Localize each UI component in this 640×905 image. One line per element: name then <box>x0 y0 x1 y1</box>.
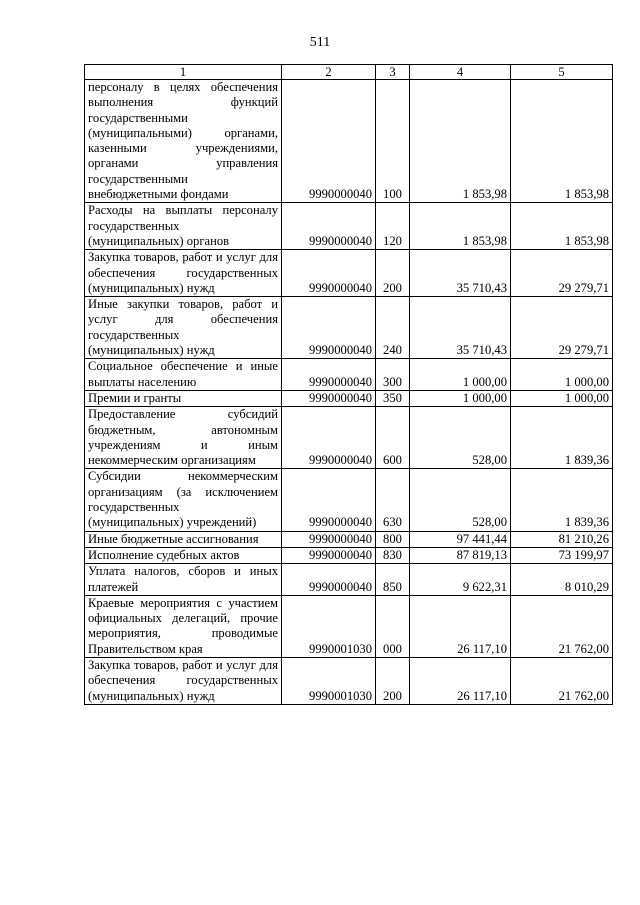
row-expense-type: 830 <box>376 547 410 563</box>
row-value-2: 1 853,98 <box>511 203 613 250</box>
row-value-1: 1 000,00 <box>410 359 511 391</box>
table-row <box>85 359 613 391</box>
row-value-2: 29 279,71 <box>511 250 613 297</box>
row-value-1: 35 710,43 <box>410 297 511 359</box>
row-value-2: 73 199,97 <box>511 547 613 563</box>
header-col-4: 4 <box>410 65 511 80</box>
row-code: 9990000040 <box>282 407 376 469</box>
row-expense-type: 850 <box>376 564 410 596</box>
row-name: Закупка товаров, работ и услуг для обеспечения государственных (муниципальных) нужд <box>85 250 282 297</box>
table-row <box>85 297 613 359</box>
row-name: Исполнение судебных актов <box>85 547 282 563</box>
row-value-2: 29 279,71 <box>511 297 613 359</box>
row-expense-type: 200 <box>376 657 410 704</box>
table-row <box>85 547 613 563</box>
row-name: Предоставление субсидий бюджетным, автономным учреждениям и иным некоммерческим организациям <box>85 407 282 469</box>
row-expense-type: 000 <box>376 595 410 657</box>
row-name: Социальное обеспечение и иные выплаты населению <box>85 359 282 391</box>
table-row <box>85 469 613 531</box>
row-code: 9990000040 <box>282 297 376 359</box>
row-value-1: 1 000,00 <box>410 390 511 406</box>
table-row <box>85 390 613 406</box>
row-value-1: 26 117,10 <box>410 657 511 704</box>
header-row <box>85 65 613 80</box>
row-name: Закупка товаров, работ и услуг для обеспечения государственных (муниципальных) нужд <box>85 657 282 704</box>
row-name: Расходы на выплаты персоналу государственных (муниципальных) органов <box>85 203 282 250</box>
row-value-2: 81 210,26 <box>511 531 613 547</box>
row-value-1: 1 853,98 <box>410 203 511 250</box>
row-code: 9990000040 <box>282 203 376 250</box>
row-value-1: 528,00 <box>410 407 511 469</box>
header-col-2: 2 <box>282 65 376 80</box>
row-expense-type: 240 <box>376 297 410 359</box>
row-name: Краевые мероприятия с участием официальных делегаций, прочие мероприятия, проводимые Правительством края <box>85 595 282 657</box>
table-row <box>85 564 613 596</box>
row-name: Иные закупки товаров, работ и услуг для обеспечения государственных (муниципальных) нужд <box>85 297 282 359</box>
row-expense-type: 120 <box>376 203 410 250</box>
table-row <box>85 595 613 657</box>
header-col-5: 5 <box>511 65 613 80</box>
row-name: Иные бюджетные ассигнования <box>85 531 282 547</box>
table-row <box>85 250 613 297</box>
row-code: 9990000040 <box>282 531 376 547</box>
row-value-2: 1 000,00 <box>511 390 613 406</box>
row-name: Уплата налогов, сборов и иных платежей <box>85 564 282 596</box>
row-expense-type: 800 <box>376 531 410 547</box>
row-name: персоналу в целях обеспечения выполнения функций государственными (муниципальными) органами, казенными учреждениями, органами управления государственными внебюджетными фондами <box>85 80 282 203</box>
row-code: 9990000040 <box>282 390 376 406</box>
row-value-1: 9 622,31 <box>410 564 511 596</box>
row-code: 9990000040 <box>282 80 376 203</box>
row-code: 9990000040 <box>282 250 376 297</box>
header-col-1: 1 <box>85 65 282 80</box>
row-value-1: 26 117,10 <box>410 595 511 657</box>
row-code: 9990000040 <box>282 469 376 531</box>
row-expense-type: 100 <box>376 80 410 203</box>
row-expense-type: 300 <box>376 359 410 391</box>
table-row <box>85 203 613 250</box>
row-code: 9990001030 <box>282 657 376 704</box>
row-value-1: 35 710,43 <box>410 250 511 297</box>
row-value-1: 87 819,13 <box>410 547 511 563</box>
row-expense-type: 200 <box>376 250 410 297</box>
row-code: 9990000040 <box>282 564 376 596</box>
row-code: 9990000040 <box>282 359 376 391</box>
table-row <box>85 407 613 469</box>
page-number: 511 <box>309 35 331 50</box>
table-row <box>85 531 613 547</box>
row-name: Премии и гранты <box>85 390 282 406</box>
table-row <box>85 80 613 203</box>
row-value-2: 1 839,36 <box>511 469 613 531</box>
row-value-1: 97 441,44 <box>410 531 511 547</box>
row-value-2: 1 839,36 <box>511 407 613 469</box>
row-expense-type: 600 <box>376 407 410 469</box>
row-value-2: 8 010,29 <box>511 564 613 596</box>
row-value-2: 1 000,00 <box>511 359 613 391</box>
row-expense-type: 630 <box>376 469 410 531</box>
table-row <box>85 657 613 704</box>
row-code: 9990000040 <box>282 547 376 563</box>
row-value-2: 1 853,98 <box>511 80 613 203</box>
row-expense-type: 350 <box>376 390 410 406</box>
row-value-1: 528,00 <box>410 469 511 531</box>
row-value-1: 1 853,98 <box>410 80 511 203</box>
header-col-3: 3 <box>376 65 410 80</box>
budget-table <box>84 64 613 705</box>
row-value-2: 21 762,00 <box>511 657 613 704</box>
row-value-2: 21 762,00 <box>511 595 613 657</box>
row-name: Субсидии некоммерческим организациям (за исключением государственных (муниципальных) учреждений) <box>85 469 282 531</box>
row-code: 9990001030 <box>282 595 376 657</box>
